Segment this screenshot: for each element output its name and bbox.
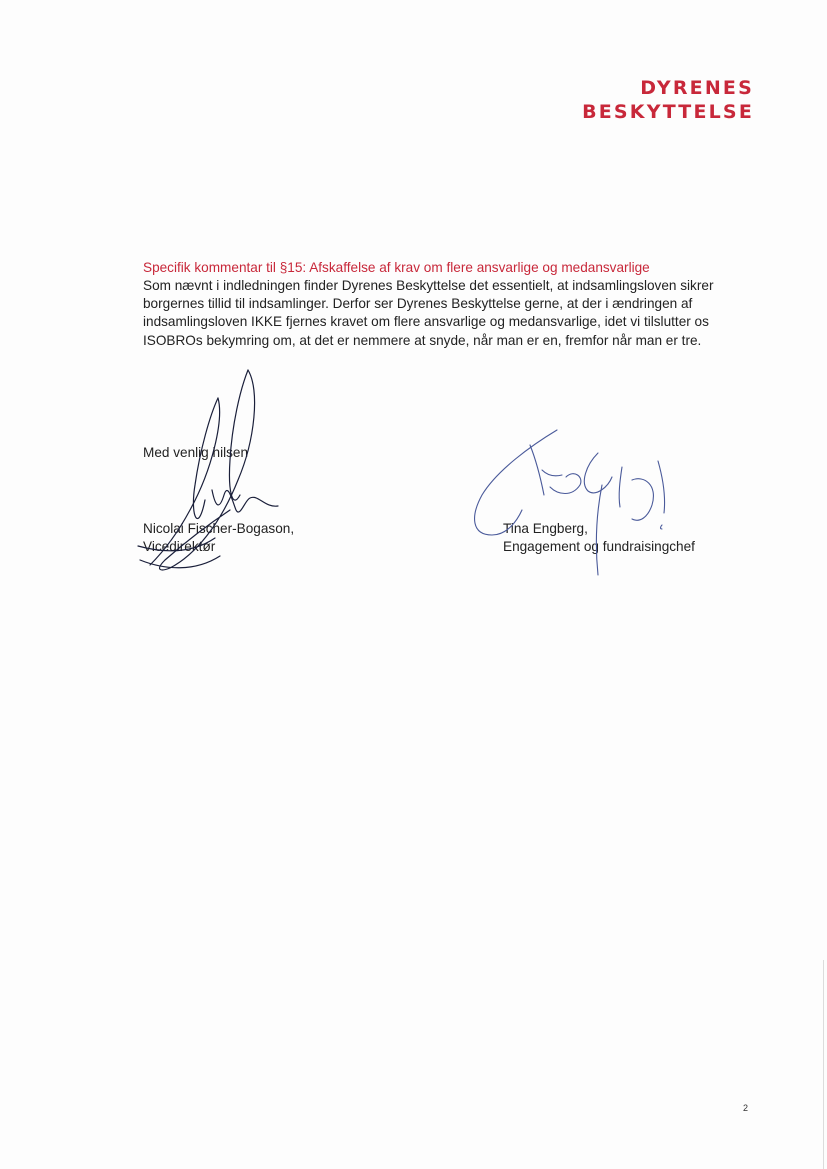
page-number: 2 [743, 1103, 749, 1113]
signatory-right [503, 520, 695, 556]
section-body: Som nævnt i indledningen finder Dyrenes Beskyttelse det essentielt, at indsamlingsloven sikrer borgernes tillid til indsamlinger. Derfor ser Dyrenes Beskyttelse gerne, at der i ændringen af indsamlingsloven IKKE fjernes kravet om flere ansvarlige og medansvarlige, idet vi tilslutter os ISOBROs bekymring om, at det er nemmere at snyde, når man er en, fremfor når man er tre. [143, 278, 714, 348]
comment-section [143, 259, 753, 350]
signatory-left-name: Nicolai Fischer-Bogason, [143, 521, 295, 536]
organization-logo [582, 76, 754, 124]
section-heading: Specifik kommentar til §15: Afskaffelse af krav om flere ansvarlige og medansvarlige [143, 260, 650, 275]
logo-line-2: BESKYTTELSE [582, 101, 754, 123]
closing-greeting: Med venlig hilsen [143, 445, 249, 460]
signatory-left [143, 520, 294, 556]
signatory-right-name: Tina Engberg, [503, 521, 588, 536]
signatory-right-title: Engagement og fundraisingchef [503, 539, 695, 554]
handwritten-signature-right [462, 425, 692, 590]
logo-line-1: DYRENES [640, 77, 754, 99]
signatory-left-title: Vicedirektør [143, 539, 216, 554]
scan-edge-divider [823, 960, 824, 1169]
